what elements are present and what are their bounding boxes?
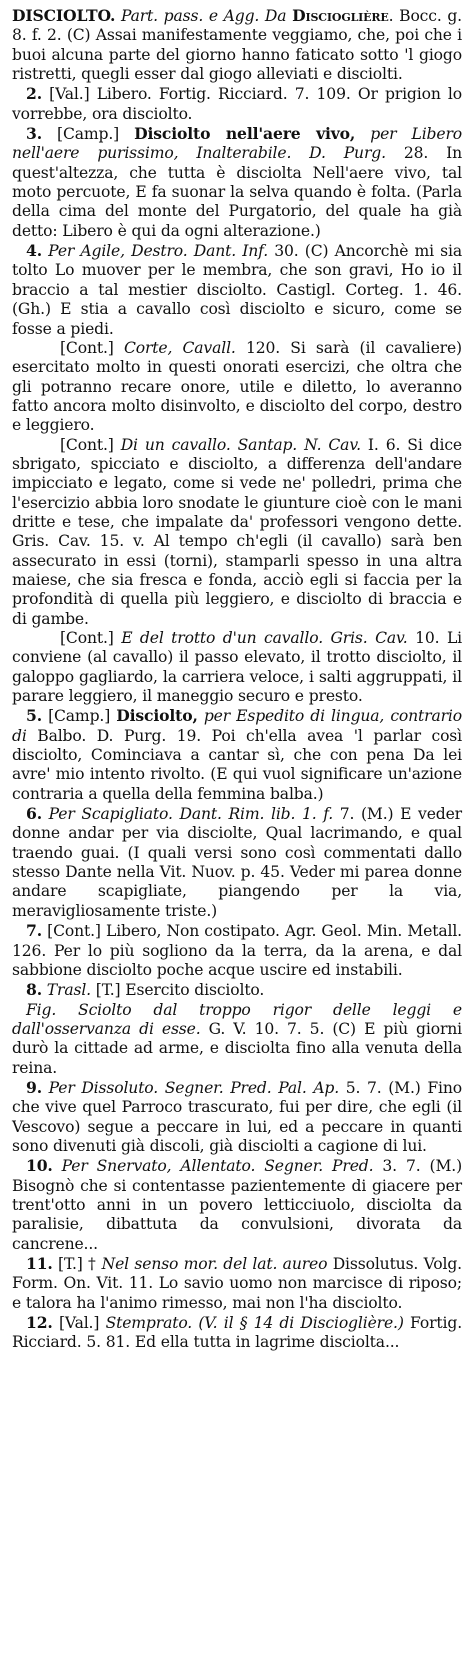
sense-number: 6. — [26, 804, 42, 824]
entry-ref-word: Discioglière — [292, 6, 389, 25]
sense-12 — [12, 1313, 462, 1353]
cont-italic: Di un cavallo. Santap. N. Cav. — [113, 435, 361, 454]
sense-italic: Per Dissoluto. Segner. Pred. Pal. Ap. — [41, 1078, 340, 1097]
sense-9 — [12, 1078, 462, 1156]
sense-text: 3. 7. (M.) Bisognò che si contentasse pazientemente di giacere per trent'otto anni in un povero letticciuolo, disciolta da paralisie, dibattuta da convulsioni, divorata da cancrene... — [12, 1157, 462, 1253]
sense-italic: Nel senso mor. del lat. aureo — [101, 1255, 328, 1273]
sense-italic: Per Snervato, Allentato. Segner. Pred. — [52, 1157, 374, 1176]
sense-text: Dissolutus. Volg. Form. On. Vit. 11. Lo savio uomo non marcisce di riposo; e talora ha l'animo rimesso, mai non l'ha disciolto. — [12, 1255, 462, 1312]
sense-number: 7. — [26, 921, 42, 941]
sense-text: [T.] Esercito disciolto. — [91, 981, 265, 1000]
sense-8 — [12, 980, 462, 1000]
sense-7 — [12, 921, 462, 980]
sense-italic: per Libero nell'aere purissimo, Inalterabile. D. Purg. — [12, 125, 462, 163]
sense-number: 10. — [26, 1156, 53, 1176]
sense-tag: [Camp.] — [41, 125, 135, 144]
sense-6 — [12, 804, 462, 921]
sense-text: 7. (M.) E veder donne andar per via disciolte, Qual lacrimando, e qual traendo guai. (I quali versi sono così commentati dallo stesso Dante nella Vit. Nuov. p. 45. Veder mi parea donne andare scapigliate, piangendo per la via, meravigliosamente triste.) — [12, 805, 462, 920]
sense-italic: Trasl. — [41, 981, 91, 1000]
sense-italic: Per Agile, Destro. Dant. Inf. — [41, 242, 269, 261]
sense-5 — [12, 706, 462, 804]
sense-italic: Per Scapigliato. Dant. Rim. lib. 1. f. — [41, 805, 334, 824]
sense-number: 3. — [26, 124, 42, 144]
cont-para-1 — [12, 339, 462, 436]
sense-number: 12. — [26, 1313, 53, 1333]
entry-definition: Part. pass. e Agg. Da — [115, 7, 293, 25]
sense-3 — [12, 124, 462, 241]
sense-2 — [12, 84, 462, 124]
cont-italic: Corte, Cavall. — [113, 338, 236, 357]
sense-italic: Stemprato. (V. il § 14 di Discioglière.) — [105, 1314, 404, 1333]
cont-para-2 — [12, 436, 462, 629]
sense-number: 4. — [26, 241, 42, 261]
sense-number: 9. — [26, 1077, 42, 1097]
sense-tag: [Camp.] — [41, 707, 117, 726]
sense-text: Fortig. Ricciard. 5. 81. Ed ella tutta in lagrime disciolta... — [12, 1314, 462, 1352]
sense-text: Balbo. D. Purg. 19. Poi ch'ella avea 'l parlar così disciolto, Cominciava a cantar sì, che con pena Da lei avre' mio intento rivolto. (E qui vuol significare un'azione contraria a quella della femmina balba.) — [12, 726, 462, 803]
cont-text: I. 6. Si dice sbrigato, spicciato e disciolto, a differenza dell'andare impicciato e legato, come si vede ne' polledri, prima che l'esercizio abbia loro snodate le giunture cioè con le mani dritte e tese, che impalate da' professori vengono dette. Gris. Cav. 15. v. Al tempo ch'egli (il cavallo) sarà ben assecurato in essi (torni), stamparli spesso in una altra maiese, che sia fresca e fonda, acciò egli si faccia per la profondità di quella più leggiero, e disciolto di braccia e di gambe. — [12, 435, 462, 628]
entry-intro: . Bocc. g. 8. f. 2. (C) Assai manifestamente veggiamo, che, poi che i buoi alcuna parte del giorno hanno faticato sotto 'l giogo ristretti, quegli esser dal giogo alleviati e disciolti. — [12, 7, 462, 84]
headword: DISCIOLTO. — [12, 6, 116, 25]
cont-text: 120. Si sarà (il cavaliere) esercitato molto in questi onorati esercizi, che oltra che gli potranno recare onore, utile e diletto, lo averanno fatto ancora molto disinvolto, e disciolto del corpo, destro e leggiero. — [12, 338, 462, 435]
fig-italic: Fig. Sciolto dal troppo rigor delle leggi e dall'osservanza di esse. — [12, 1000, 462, 1038]
sense-italic: per Espedito di lingua, contrario di — [12, 707, 462, 745]
sense-number: 5. — [26, 706, 42, 726]
sense-4 — [12, 241, 462, 339]
sense-text: 5. 7. (M.) Fino che vive quel Parroco trascurato, fui per dire, che egli (il Vescovo) segue a peccare in lui, ed a peccare in quanti sono divenuti già discoli, già disciolti a cagione di lui. — [12, 1078, 462, 1155]
fig-text: G. V. 10. 7. 5. (C) E più giorni durò la cittade ad arme, e disciolta fino alla venuta della reina. — [12, 1019, 462, 1077]
sense-tag: [T.] † — [52, 1255, 102, 1273]
cont-text: 10. Li conviene (al cavallo) il passo elevato, il trotto disciolto, il galoppo gagliardo, la carriera veloce, i salti aggruppati, il parare leggiero, il maneggio securo e presto. — [12, 629, 462, 706]
sense-11 — [12, 1254, 462, 1313]
cont-tag: [Cont.] — [60, 629, 114, 647]
sense-tag: [Val.] — [52, 1314, 106, 1333]
fig-para — [12, 1001, 462, 1078]
entry-header — [12, 6, 462, 84]
sense-text: [Val.] Libero. Fortig. Ricciard. 7. 109. Or prigion lo vorrebbe, ora disciolto. — [12, 85, 462, 123]
sense-10 — [12, 1156, 462, 1254]
cont-italic: E del trotto d'un cavallo. Gris. Cav. — [113, 629, 408, 647]
cont-para-3 — [12, 629, 462, 706]
sense-number: 2. — [26, 84, 42, 104]
sense-text: 30. (C) Ancorchè mi sia tolto Lo muover per le membra, che son gravi, Ho io il braccio a tal mestier disciolto. Castigl. Corteg. 1. 46. (Gh.) E stia a cavallo così disciolto e sicuro, come se fosse a piedi. — [12, 242, 462, 338]
sense-text: [Cont.] Libero, Non costipato. Agr. Geol. Min. Metall. 126. Per lo più sogliono da la terra, da la arena, e dal sabbione disciolto poche acque uscire ed instabili. — [12, 922, 462, 979]
sense-bold: Disciolto nell'aere vivo, — [134, 124, 356, 144]
sense-number: 11. — [26, 1254, 53, 1273]
cont-tag: [Cont.] — [60, 435, 114, 454]
sense-bold: Disciolto, — [116, 706, 198, 726]
sense-number: 8. — [26, 980, 42, 1000]
sense-text: 28. In quest'altezza, che tutta è disciolta Nell'aere vivo, tal moto percuote, E fa suonar la selva quando è folta. (Parla della cima del monte del Purgatorio, del quale ha già detto: Libero è qui da ogni alterazione.) — [12, 144, 462, 240]
cont-tag: [Cont.] — [60, 338, 114, 357]
